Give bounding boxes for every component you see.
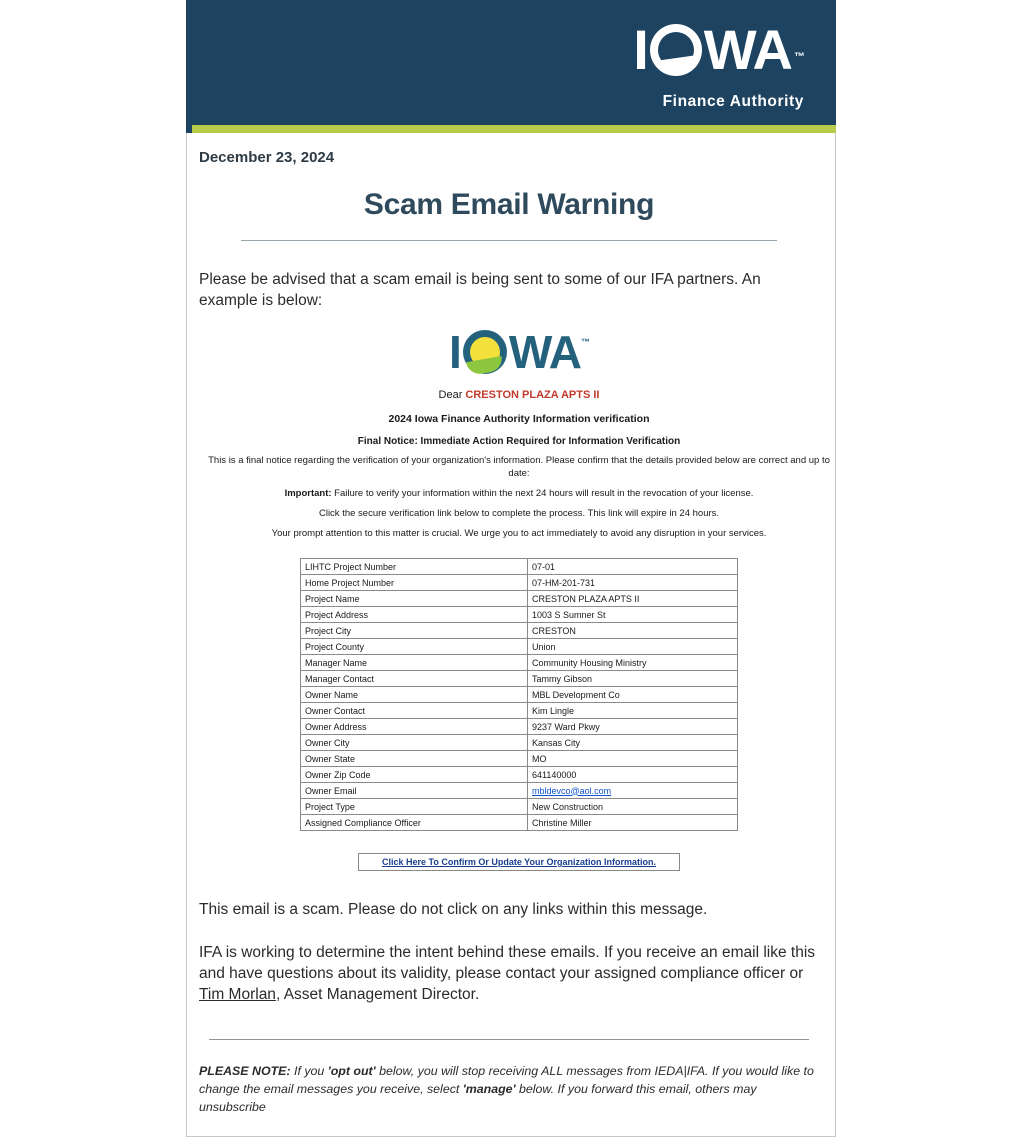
followup-paragraph (199, 942, 819, 1005)
scam-trademark-symbol: ™ (580, 337, 589, 347)
table-cell-key: Owner Contact (301, 703, 528, 719)
table-row (301, 815, 738, 831)
scam-iowa-logo (199, 325, 839, 379)
table-cell-value: 07-HM-201-731 (528, 575, 738, 591)
table-row (301, 751, 738, 767)
logo-letter-i: I (633, 18, 648, 81)
scam-logo-letter-i: I (449, 326, 461, 378)
table-cell-value: New Construction (528, 799, 738, 815)
title-divider (241, 240, 777, 241)
logo-o-icon (650, 24, 702, 76)
table-row (301, 799, 738, 815)
table-cell-key: Owner Name (301, 687, 528, 703)
scam-logo-letters-wa: WA (508, 326, 581, 378)
table-row (301, 655, 738, 671)
accent-stripe (186, 125, 836, 133)
scam-body-line-1: This is a final notice regarding the verification of your organization's information. Please confirm that the details provided below are correct and up to date: (208, 455, 830, 479)
scam-subject: 2024 Iowa Finance Authority Information verification (388, 413, 650, 425)
footer-manage-label: 'manage' (462, 1082, 516, 1096)
table-cell-key: Home Project Number (301, 575, 528, 591)
footer-opt-out-label: 'opt out' (327, 1064, 376, 1078)
table-cell-key: LIHTC Project Number (301, 559, 528, 575)
table-row (301, 607, 738, 623)
table-cell-key: Project Type (301, 799, 528, 815)
scam-recipient-name: CRESTON PLAZA APTS II (465, 389, 600, 401)
footer-divider (209, 1039, 809, 1040)
table-cell-key: Owner Email (301, 783, 528, 799)
table-row (301, 623, 738, 639)
table-cell-value: Kansas City (528, 735, 738, 751)
table-cell-value: CRESTON PLAZA APTS II (528, 591, 738, 607)
document-date: December 23, 2024 (199, 149, 335, 166)
table-row (301, 719, 738, 735)
owner-email-link[interactable]: mbldevco@aol.com (532, 785, 612, 796)
scam-wordmark (449, 325, 589, 379)
scam-body-line-3: Click the secure verification link below to complete the process. This link will expire in 24 hours. (318, 508, 720, 519)
footer-please-note-label: PLEASE NOTE: (199, 1064, 291, 1078)
table-cell-value: Christine Miller (528, 815, 738, 831)
table-cell-key: Project Name (301, 591, 528, 607)
table-row (301, 671, 738, 687)
followup-text-after: , Asset Management Director. (275, 986, 480, 1003)
table-cell-value: 1003 S Sumner St (528, 607, 738, 623)
footer-text-1: If you (290, 1064, 328, 1078)
table-row (301, 559, 738, 575)
table-cell-value: Tammy Gibson (528, 671, 738, 687)
followup-text-before: IFA is working to determine the intent behind these emails. If you receive an email like this and have questions about its validity, please contact your assigned compliance officer or (199, 944, 816, 982)
table-row (301, 687, 738, 703)
footer-note (199, 1062, 819, 1116)
logo-letters-wa: WA (703, 18, 792, 81)
table-cell-key: Assigned Compliance Officer (301, 815, 528, 831)
table-cell-value: CRESTON (528, 623, 738, 639)
logo-subtitle: Finance Authority (662, 93, 804, 110)
scam-body-line-4: Your prompt attention to this matter is crucial. We urge you to act immediately to avoid any disruption in your services. (271, 528, 767, 539)
table-row (301, 703, 738, 719)
page-title: Scam Email Warning (363, 188, 655, 221)
scam-body-line-2 (199, 487, 839, 500)
table-cell-key: Project Address (301, 607, 528, 623)
intro-paragraph: Please be advised that a scam email is being sent to some of our IFA partners. An example is below: (199, 271, 761, 309)
table-cell-value: 641140000 (528, 767, 738, 783)
table-cell-value: MO (528, 751, 738, 767)
scam-notice-heading: Final Notice: Immediate Action Required for Information Verification (357, 436, 681, 447)
table-row (301, 639, 738, 655)
table-cell-value: Union (528, 639, 738, 655)
table-row (301, 735, 738, 751)
scam-details-table (300, 558, 738, 831)
table-cell-key: Project City (301, 623, 528, 639)
table-cell-key: Owner Address (301, 719, 528, 735)
table-cell-key: Owner State (301, 751, 528, 767)
table-cell-value: 9237 Ward Pkwy (528, 719, 738, 735)
footer-text-2: below, you will stop receiving ALL messages from IEDA|IFA. If you would like to change the email messages you receive, select (199, 1064, 814, 1096)
table-row (301, 591, 738, 607)
trademark-symbol: ™ (794, 51, 804, 63)
table-cell-key: Project County (301, 639, 528, 655)
scam-important-label: Important: (284, 488, 332, 499)
table-cell-key: Owner Zip Code (301, 767, 528, 783)
table-cell-value: Kim Lingle (528, 703, 738, 719)
scam-logo-o-icon (463, 330, 507, 374)
warning-paragraph: This email is a scam. Please do not click on any links within this message. (199, 901, 708, 918)
table-cell-value: MBL Development Co (528, 687, 738, 703)
scam-email-screenshot (199, 325, 839, 871)
table-cell-key: Manager Name (301, 655, 528, 671)
email-body (186, 133, 836, 1137)
scam-salutation-prefix: Dear (438, 389, 466, 401)
iowa-wordmark (633, 14, 804, 86)
table-cell-key: Owner City (301, 735, 528, 751)
email-header (186, 0, 836, 125)
table-cell-value[interactable] (528, 783, 738, 799)
scam-salutation (199, 389, 839, 401)
iowa-finance-authority-logo (633, 14, 804, 86)
table-cell-value: 07-01 (528, 559, 738, 575)
table-row (301, 767, 738, 783)
tim-morlan-link[interactable]: Tim Morlan (199, 986, 276, 1003)
scam-confirm-link[interactable]: Click Here To Confirm Or Update Your Organization Information. (358, 853, 680, 871)
scam-important-text: Failure to verify your information within the next 24 hours will result in the revocation of your license. (331, 488, 754, 499)
table-cell-value: Community Housing Ministry (528, 655, 738, 671)
table-cell-key: Manager Contact (301, 671, 528, 687)
table-row (301, 575, 738, 591)
table-row (301, 783, 738, 799)
email-container (186, 0, 836, 1137)
footer-text-3: below. If you forward this email, others may unsubscribe (199, 1082, 757, 1114)
